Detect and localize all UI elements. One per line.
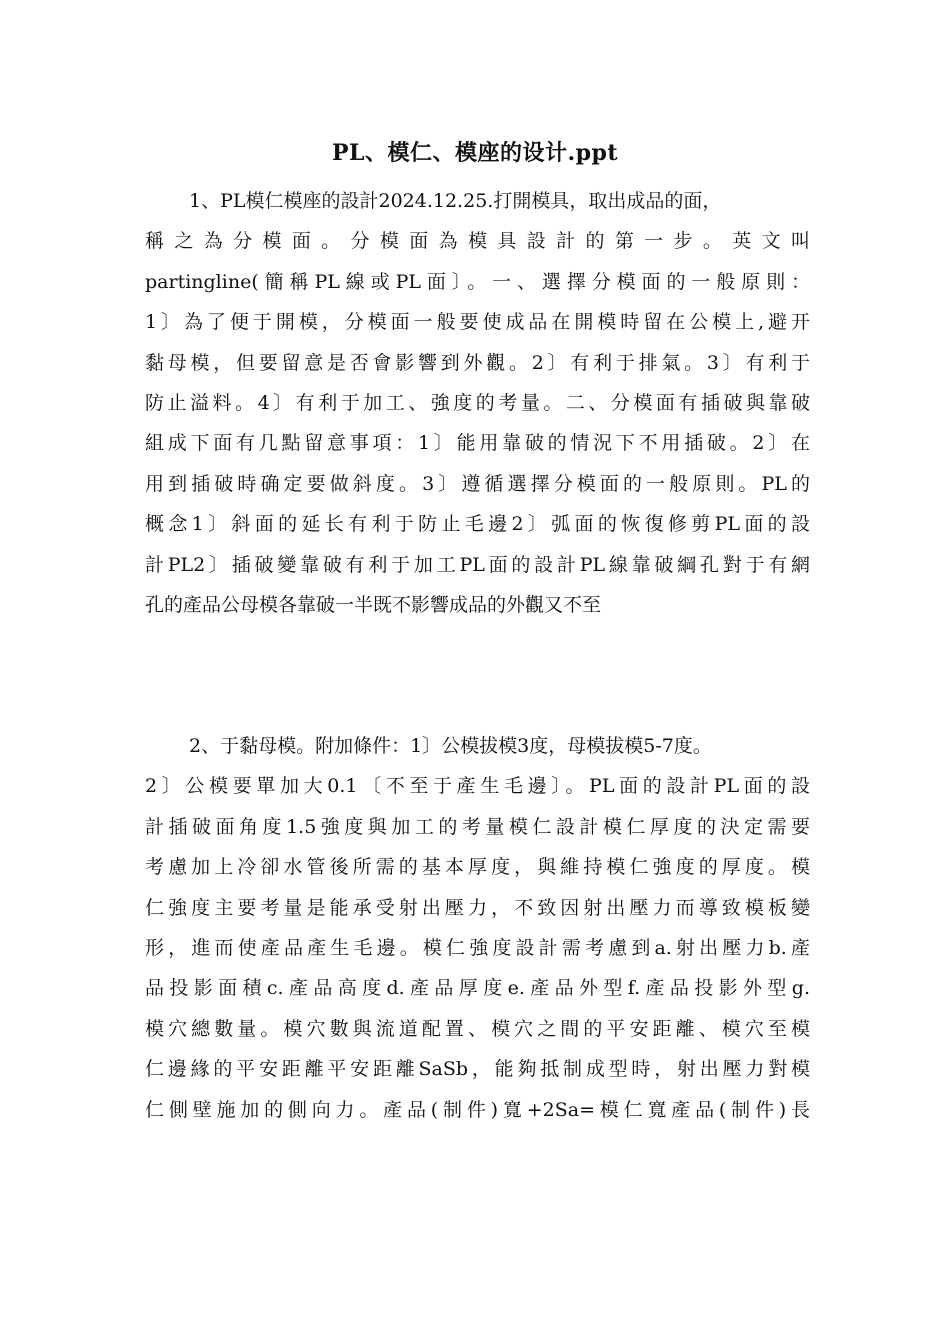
text-line: 概念1〕斜面的延长有利于防止毛邊2〕弧面的恢復修剪PL面的設 xyxy=(145,513,810,536)
document-title: PL、模仁、模座的设计.ppt xyxy=(331,140,619,166)
text-line: 1〕為了便于開模，分模面一般要使成品在開模時留在公模上,避开 xyxy=(145,311,810,334)
text-line: 稱 之 為 分 模 面 。 分 模 面 為 模 具 設 計 的 第 一 步 。 英 文 叫 xyxy=(145,230,810,253)
text-line: 2〕公模要單加大0.1〔不至于產生毛邊〕。PL面的設計PL面的設 xyxy=(145,775,810,798)
text-line: 防止溢料。4〕有利于加工、強度的考量。二、分模面有插破與靠破 xyxy=(145,391,810,414)
text-line: 2、于黏母模。附加條件：1〕公模拔模3度，母模拔模5-7度。 xyxy=(189,735,712,757)
text-line: 黏母模，但要留意是否會影響到外觀。2〕有利于排氣。3〕有利于 xyxy=(145,351,810,374)
text-line: 仁強度主要考量是能承受射出壓力，不致因射出壓力而導致模板變 xyxy=(145,896,810,919)
text-line: 形，進而使產品產生毛邊。模仁強度設計需考慮到a.射出壓力b.產 xyxy=(145,936,810,959)
text-line: 計插破面角度1.5強度與加工的考量模仁設計模仁厚度的決定需要 xyxy=(145,815,810,838)
text-line: 用到插破時确定要做斜度。3〕遵循選擇分模面的一般原則。PL的 xyxy=(145,472,810,495)
paragraph-2 xyxy=(145,726,810,1130)
text-line: 品投影面積c.產品高度d.產品厚度e.產品外型f.產品投影外型g. xyxy=(145,977,810,1000)
text-line: partingline(簡稱PL線或PL面〕。一、選擇分模面的一般原則： xyxy=(145,270,810,293)
paragraph-1 xyxy=(145,181,810,625)
text-line: 計PL2〕插破變靠破有利于加工PL面的設計PL線靠破綱孔對于有網 xyxy=(145,553,810,576)
text-line: 模穴總數量。模穴數與流道配置、模穴之間的平安距離、模穴至模 xyxy=(145,1017,810,1040)
text-line: 組成下面有几點留意事項：1〕能用靠破的情況下不用插破。2〕在 xyxy=(145,432,810,455)
text-line: 孔的產品公母模各靠破一半既不影響成品的外觀又不至 xyxy=(145,593,602,616)
text-line: 仁側壁施加的側向力。產品(制件)寬+2Sa=模仁寬產品(制件)長 xyxy=(145,1098,810,1121)
text-line: 1、PL模仁模座的設計2024.12.25.打開模具，取出成品的面， xyxy=(189,190,722,212)
text-line: 考慮加上冷卻水管後所需的基本厚度，與維持模仁強度的厚度。模 xyxy=(145,856,810,879)
text-line: 仁邊緣的平安距離平安距離SaSb，能夠抵制成型時，射出壓力對模 xyxy=(145,1058,810,1081)
